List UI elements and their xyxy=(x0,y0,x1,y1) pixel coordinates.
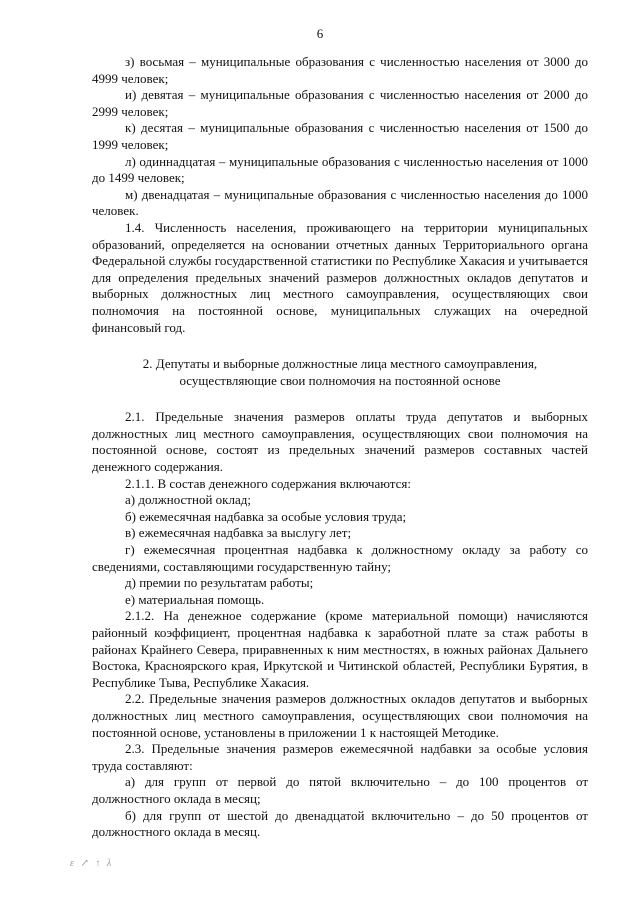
page-number: 6 xyxy=(316,26,324,41)
list-item-2-3-a: а) для групп от первой до пятой включительно – до 100 процентов от должностного оклада в месяц; xyxy=(92,774,588,806)
list-item-2-3-b: б) для групп от шестой до двенадцатой включительно – до 50 процентов от должностного оклада в месяц. xyxy=(92,807,588,840)
list-item-e: е) материальная помощь. xyxy=(125,591,265,607)
section-heading-line-2: осуществляющие свои полномочия на постоянной основе xyxy=(179,372,501,388)
footer-handwritten-mark: ε ↗ ↑ λ xyxy=(70,858,114,869)
document-body xyxy=(92,54,588,841)
list-item-b: б) ежемесячная надбавка за особые условия труда; xyxy=(125,508,407,524)
section-heading-line-1: 2. Депутаты и выборные должностные лица местного самоуправления, xyxy=(142,356,538,372)
list-item-d: д) премии по результатам работы; xyxy=(125,575,314,591)
list-item-g: г) ежемесячная процентная надбавка к должностному окладу за работу со сведениями, составляющими государственную тайну; xyxy=(92,542,588,574)
paragraph-2-1: 2.1. Предельные значения размеров оплаты труда депутатов и выборных должностных лиц местного самоуправления, осуществляющих свои полномочия на постоянной основе, состоят из предельных значений размеров составных частей денежного содержания. xyxy=(92,409,588,475)
paragraph-2-2: 2.2. Предельные значения размеров должностных окладов депутатов и выборных должностных лиц местного самоуправления, осуществляющих свои полномочия на постоянной основе, установлены в приложении 1 к настоящей Методике. xyxy=(92,691,588,740)
list-item-k: к) десятая – муниципальные образования с численностью населения от 1500 до 1999 человек; xyxy=(92,120,588,152)
paragraph-2-1-2: 2.1.2. На денежное содержание (кроме материальной помощи) начисляются районный коэффициент, процентная надбавка к заработной плате за стаж работы в районах Крайнего Севера, приравненных к ним местностях, в южных районах Дальнего Востока, Красноярского края, Иркутской и Читинской областей, Республики Бурятия, в Республике Тыва, Республике Хакасия. xyxy=(92,608,588,690)
paragraph-2-1-1: 2.1.1. В состав денежного содержания включаются: xyxy=(125,475,411,491)
list-item-v: в) ежемесячная надбавка за выслугу лет; xyxy=(125,525,352,541)
list-item-a: а) должностной оклад; xyxy=(125,492,251,508)
list-item-i: и) девятая – муниципальные образования с численностью населения от 2000 до 2999 человек; xyxy=(92,87,588,119)
list-item-l: л) одиннадцатая – муниципальные образования с численностью населения от 1000 до 1499 человек; xyxy=(92,153,588,186)
section-heading xyxy=(92,356,588,389)
list-item-z: з) восьмая – муниципальные образования с численностью населения от 3000 до 4999 человек; xyxy=(92,54,588,86)
list-item-m: м) двенадцатая – муниципальные образования с численностью населения до 1000 человек. xyxy=(92,186,588,219)
paragraph-1-4: 1.4. Численность населения, проживающего на территории муниципальных образований, определяется на основании отчетных данных Территориального органа Федеральной службы государственной статистики по Республике Хакасия и учитывается для определения предельных значений размеров должностных окладов депутатов и выборных должностных лиц местного самоуправления, осуществляющих свои полномочия на постоянной основе, муниципальных служащих на очередной финансовый год. xyxy=(92,219,588,335)
paragraph-2-3: 2.3. Предельные значения размеров ежемесячной надбавки за особые условия труда составляют: xyxy=(92,741,588,773)
